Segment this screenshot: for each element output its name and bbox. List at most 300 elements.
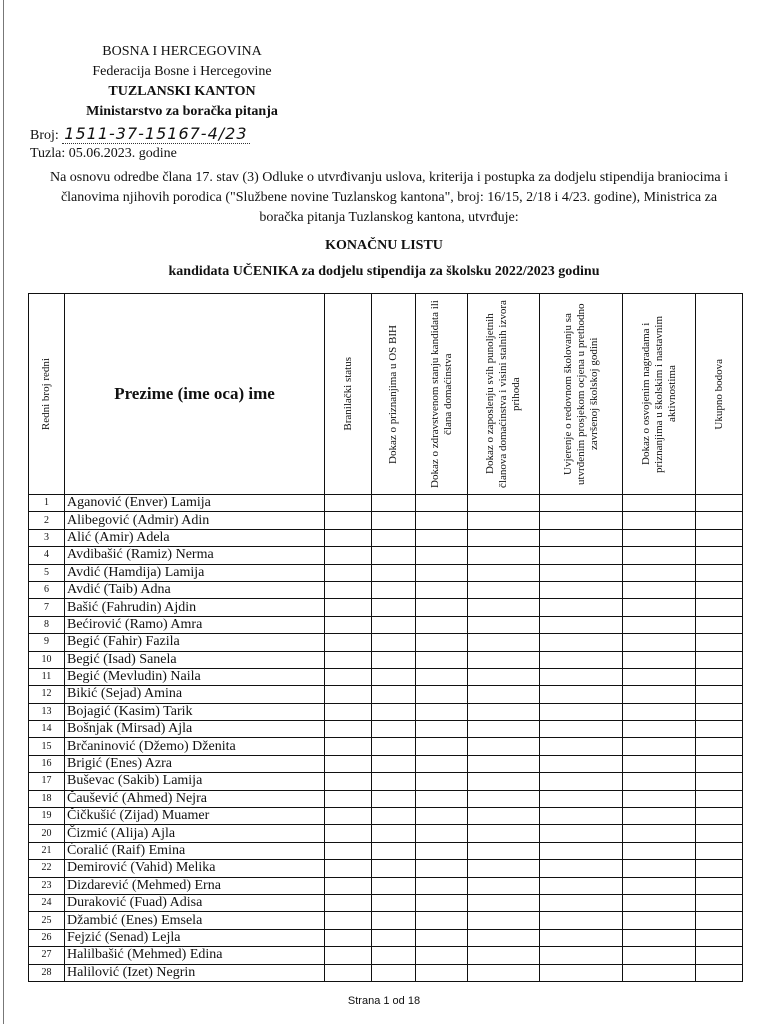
score-cell [696, 721, 743, 738]
col-header-name: Prezime (ime oca) ime [65, 294, 325, 495]
candidate-name: Ćoralić (Raif) Emina [65, 842, 325, 859]
score-cell [372, 964, 416, 981]
score-cell [540, 512, 623, 529]
score-cell [372, 581, 416, 598]
table-row [29, 860, 743, 877]
score-cell [623, 773, 696, 790]
candidate-name: Brigić (Enes) Azra [65, 755, 325, 772]
score-cell [372, 894, 416, 911]
candidate-name: Bikić (Sejad) Amina [65, 686, 325, 703]
score-cell [325, 842, 372, 859]
score-cell [696, 703, 743, 720]
score-cell [696, 894, 743, 911]
table-row [29, 512, 743, 529]
score-cell [416, 616, 468, 633]
score-cell [372, 842, 416, 859]
row-number: 12 [29, 686, 65, 703]
score-cell [325, 738, 372, 755]
score-cell [416, 860, 468, 877]
score-cell [325, 929, 372, 946]
score-cell [372, 721, 416, 738]
score-cell [372, 512, 416, 529]
score-cell [416, 825, 468, 842]
table-row [29, 721, 743, 738]
score-cell [540, 738, 623, 755]
candidate-name: Fejzić (Senad) Lejla [65, 929, 325, 946]
score-cell [468, 599, 540, 616]
score-cell [372, 929, 416, 946]
score-cell [372, 947, 416, 964]
table-row [29, 495, 743, 512]
row-number: 4 [29, 547, 65, 564]
row-number: 28 [29, 964, 65, 981]
table-row [29, 825, 743, 842]
score-cell [540, 495, 623, 512]
score-cell [623, 738, 696, 755]
score-cell [623, 581, 696, 598]
row-number: 23 [29, 877, 65, 894]
row-number: 21 [29, 842, 65, 859]
score-cell [468, 964, 540, 981]
score-cell [372, 668, 416, 685]
canton-name: TUZLANSKI KANTON [108, 84, 256, 99]
score-cell [372, 599, 416, 616]
score-cell [623, 668, 696, 685]
score-cell [416, 929, 468, 946]
score-cell [540, 634, 623, 651]
score-cell [623, 634, 696, 651]
score-cell [623, 721, 696, 738]
score-cell [325, 964, 372, 981]
score-cell [696, 773, 743, 790]
score-cell [696, 564, 743, 581]
score-cell [623, 877, 696, 894]
score-cell [623, 808, 696, 825]
score-cell [696, 860, 743, 877]
score-cell [372, 877, 416, 894]
score-cell [696, 947, 743, 964]
score-cell [623, 599, 696, 616]
score-cell [623, 825, 696, 842]
score-cell [696, 529, 743, 546]
score-cell [468, 495, 540, 512]
table-row [29, 634, 743, 651]
score-cell [416, 529, 468, 546]
score-cell [540, 877, 623, 894]
score-cell [416, 547, 468, 564]
score-cell [468, 651, 540, 668]
scan-edge-line [3, 0, 4, 1024]
score-cell [325, 686, 372, 703]
document-subtitle: kandidata UČENIKA za dodjelu stipendija za školsku 2022/2023 godinu [168, 264, 600, 279]
table-row [29, 842, 743, 859]
score-cell [325, 564, 372, 581]
candidate-name: Begić (Mevludin) Naila [65, 668, 325, 685]
table-header-row [29, 294, 743, 495]
score-cell [416, 686, 468, 703]
score-cell [623, 929, 696, 946]
score-cell [468, 825, 540, 842]
score-cell [325, 599, 372, 616]
score-cell [372, 755, 416, 772]
score-cell [325, 651, 372, 668]
document-number-value: 1511-37-15167-4/23 [64, 124, 248, 143]
col-header-health: Dokaz o zdravstvenom stanju kandidata ili člana domaćinstva [416, 294, 468, 495]
score-cell [623, 947, 696, 964]
score-cell [372, 547, 416, 564]
row-number: 6 [29, 581, 65, 598]
document-title: KONAČNU LISTU [325, 238, 443, 253]
score-cell [623, 651, 696, 668]
score-cell [416, 703, 468, 720]
score-cell [325, 755, 372, 772]
row-number: 11 [29, 668, 65, 685]
score-cell [540, 947, 623, 964]
row-number: 18 [29, 790, 65, 807]
candidate-name: Begić (Isad) Sanela [65, 651, 325, 668]
score-cell [372, 564, 416, 581]
candidate-name: Avdić (Taib) Adna [65, 581, 325, 598]
row-number: 27 [29, 947, 65, 964]
row-number: 20 [29, 825, 65, 842]
score-cell [540, 825, 623, 842]
score-cell [372, 912, 416, 929]
candidate-name: Džambić (Enes) Emsela [65, 912, 325, 929]
score-cell [372, 686, 416, 703]
score-cell [623, 512, 696, 529]
table-row [29, 668, 743, 685]
score-cell [696, 825, 743, 842]
table-row [29, 929, 743, 946]
score-cell [325, 721, 372, 738]
score-cell [416, 668, 468, 685]
score-cell [696, 668, 743, 685]
score-cell [696, 929, 743, 946]
score-cell [696, 581, 743, 598]
score-cell [696, 964, 743, 981]
score-cell [416, 964, 468, 981]
score-cell [696, 651, 743, 668]
candidate-name: Bojagić (Kasim) Tarik [65, 703, 325, 720]
row-number: 7 [29, 599, 65, 616]
score-cell [325, 894, 372, 911]
candidate-name: Brčaninović (Džemo) Dženita [65, 738, 325, 755]
row-number: 25 [29, 912, 65, 929]
score-cell [468, 616, 540, 633]
score-cell [468, 512, 540, 529]
col-header-school-grades: Uvjerenje o redovnom školovanju sa utvrđenim prosjekom ocjena u prethodno završenoj školskoj godini [540, 294, 623, 495]
score-cell [696, 495, 743, 512]
row-number: 13 [29, 703, 65, 720]
score-cell [468, 842, 540, 859]
score-cell [468, 547, 540, 564]
score-cell [540, 529, 623, 546]
score-cell [623, 703, 696, 720]
score-cell [696, 686, 743, 703]
row-number: 19 [29, 808, 65, 825]
score-cell [540, 790, 623, 807]
ministry-name: Ministarstvo za boračka pitanja [86, 104, 278, 119]
score-cell [468, 877, 540, 894]
score-cell [468, 790, 540, 807]
score-cell [540, 703, 623, 720]
score-cell [540, 842, 623, 859]
row-number: 16 [29, 755, 65, 772]
score-cell [416, 894, 468, 911]
score-cell [325, 616, 372, 633]
score-cell [325, 581, 372, 598]
score-cell [623, 547, 696, 564]
score-cell [416, 808, 468, 825]
row-number: 17 [29, 773, 65, 790]
score-cell [540, 964, 623, 981]
country-name: BOSNA I HERCEGOVINA [102, 44, 262, 59]
score-cell [325, 790, 372, 807]
score-cell [623, 755, 696, 772]
col-header-total-points: Ukupno bodova [696, 294, 743, 495]
score-cell [325, 634, 372, 651]
score-cell [372, 860, 416, 877]
score-cell [372, 651, 416, 668]
score-cell [540, 686, 623, 703]
score-cell [372, 773, 416, 790]
col-header-number: Redni broj redni [29, 294, 65, 495]
row-number: 3 [29, 529, 65, 546]
letterhead [52, 42, 312, 122]
score-cell [468, 947, 540, 964]
score-cell [416, 495, 468, 512]
page-footer: Strana 1 od 18 [347, 995, 421, 1007]
score-cell [696, 808, 743, 825]
score-cell [372, 529, 416, 546]
score-cell [623, 894, 696, 911]
score-cell [540, 755, 623, 772]
score-cell [540, 894, 623, 911]
table-row [29, 773, 743, 790]
score-cell [468, 529, 540, 546]
col-header-veteran-status: Branilački status [325, 294, 372, 495]
score-cell [696, 599, 743, 616]
score-cell [372, 738, 416, 755]
score-cell [468, 894, 540, 911]
table-row [29, 964, 743, 981]
score-cell [468, 755, 540, 772]
score-cell [325, 668, 372, 685]
table-row [29, 686, 743, 703]
candidate-name: Halilbašić (Mehmed) Edina [65, 947, 325, 964]
score-cell [623, 860, 696, 877]
candidate-name: Demirović (Vahid) Melika [65, 860, 325, 877]
score-cell [372, 808, 416, 825]
candidate-name: Bećirović (Ramo) Amra [65, 616, 325, 633]
score-cell [468, 912, 540, 929]
score-cell [540, 912, 623, 929]
score-cell [696, 616, 743, 633]
score-cell [623, 790, 696, 807]
score-cell [623, 564, 696, 581]
table-row [29, 912, 743, 929]
score-cell [416, 947, 468, 964]
score-cell [623, 529, 696, 546]
intro-paragraph: Na osnovu odredbe člana 17. stav (3) Odluke o utvrđivanju uslova, kriterija i postupka za dodjelu stipendija braniocima i članovima njihovih porodica ("Službene novine Tuzlanskog kantona", broj: 16/15, 2/18 i 4/23. godine), Ministrica za boračka pitanja Tuzlanskog kantona, utvrđuje: [49, 170, 729, 225]
score-cell [325, 825, 372, 842]
place-date: Tuzla: 05.06.2023. godine [30, 146, 177, 161]
document-number-label: Broj: [30, 128, 59, 143]
table-row [29, 877, 743, 894]
score-cell [325, 877, 372, 894]
candidate-name: Halilović (Izet) Negrin [65, 964, 325, 981]
score-cell [468, 860, 540, 877]
row-number: 1 [29, 495, 65, 512]
row-number: 5 [29, 564, 65, 581]
score-cell [325, 947, 372, 964]
table-row [29, 738, 743, 755]
score-cell [623, 912, 696, 929]
score-cell [696, 512, 743, 529]
score-cell [416, 651, 468, 668]
score-cell [540, 668, 623, 685]
score-cell [696, 912, 743, 929]
table-row [29, 790, 743, 807]
row-number: 9 [29, 634, 65, 651]
score-cell [696, 790, 743, 807]
score-cell [540, 860, 623, 877]
table-row [29, 947, 743, 964]
score-cell [325, 860, 372, 877]
score-cell [540, 599, 623, 616]
score-cell [468, 564, 540, 581]
table-row [29, 581, 743, 598]
table-row [29, 529, 743, 546]
score-cell [416, 581, 468, 598]
row-number: 2 [29, 512, 65, 529]
score-cell [468, 703, 540, 720]
score-cell [623, 842, 696, 859]
candidate-name: Begić (Fahir) Fazila [65, 634, 325, 651]
score-cell [696, 842, 743, 859]
score-cell [468, 773, 540, 790]
score-cell [540, 564, 623, 581]
row-number: 10 [29, 651, 65, 668]
score-cell [468, 581, 540, 598]
candidate-table [28, 293, 743, 982]
candidate-name: Čičkušić (Zijad) Muamer [65, 808, 325, 825]
score-cell [372, 790, 416, 807]
candidate-name: Buševac (Sakib) Lamija [65, 773, 325, 790]
candidate-name: Čizmić (Alija) Ajla [65, 825, 325, 842]
candidate-name: Avdić (Hamdija) Lamija [65, 564, 325, 581]
score-cell [372, 825, 416, 842]
score-cell [540, 721, 623, 738]
score-cell [416, 738, 468, 755]
row-number: 14 [29, 721, 65, 738]
score-cell [540, 616, 623, 633]
col-header-recognitions: Dokaz o priznanjima u OS BIH [372, 294, 416, 495]
col-header-awards: Dokaz o osvojenim nagradama i priznanjima u školskim i nastavnim aktivnostima [623, 294, 696, 495]
score-cell [696, 547, 743, 564]
row-number: 26 [29, 929, 65, 946]
federation-name: Federacija Bosne i Hercegovine [92, 64, 272, 79]
row-number: 8 [29, 616, 65, 633]
row-number: 15 [29, 738, 65, 755]
score-cell [623, 964, 696, 981]
score-cell [325, 495, 372, 512]
candidate-name: Bašić (Fahrudin) Ajdin [65, 599, 325, 616]
score-cell [468, 634, 540, 651]
candidate-name: Dizdarević (Mehmed) Erna [65, 877, 325, 894]
score-cell [325, 808, 372, 825]
score-cell [325, 912, 372, 929]
col-header-employment-income: Dokaz o zaposlenju svih punoljetnih članova domaćinstva i visini stalnih izvora prihoda [468, 294, 540, 495]
score-cell [468, 929, 540, 946]
candidate-name: Alibegović (Admir) Adin [65, 512, 325, 529]
table-row [29, 894, 743, 911]
document-number [30, 124, 250, 146]
score-cell [468, 686, 540, 703]
score-cell [372, 616, 416, 633]
score-cell [540, 929, 623, 946]
score-cell [325, 703, 372, 720]
table-row [29, 651, 743, 668]
score-cell [416, 842, 468, 859]
score-cell [696, 634, 743, 651]
score-cell [416, 721, 468, 738]
score-cell [696, 738, 743, 755]
score-cell [416, 599, 468, 616]
table-row [29, 547, 743, 564]
score-cell [416, 790, 468, 807]
row-number: 24 [29, 894, 65, 911]
score-cell [416, 912, 468, 929]
score-cell [540, 651, 623, 668]
score-cell [540, 547, 623, 564]
score-cell [372, 495, 416, 512]
score-cell [325, 529, 372, 546]
table-row [29, 564, 743, 581]
score-cell [696, 755, 743, 772]
candidate-name: Aganović (Enver) Lamija [65, 495, 325, 512]
score-cell [468, 668, 540, 685]
candidate-name: Čaušević (Ahmed) Nejra [65, 790, 325, 807]
score-cell [623, 616, 696, 633]
score-cell [416, 773, 468, 790]
row-number: 22 [29, 860, 65, 877]
candidate-name: Alić (Amir) Adela [65, 529, 325, 546]
score-cell [416, 634, 468, 651]
score-cell [540, 773, 623, 790]
score-cell [696, 877, 743, 894]
score-cell [325, 547, 372, 564]
score-cell [540, 581, 623, 598]
table-row [29, 599, 743, 616]
table-row [29, 703, 743, 720]
score-cell [468, 721, 540, 738]
candidate-name: Bošnjak (Mirsad) Ajla [65, 721, 325, 738]
score-cell [623, 686, 696, 703]
candidate-name: Avdibašić (Ramiz) Nerma [65, 547, 325, 564]
score-cell [468, 808, 540, 825]
score-cell [416, 877, 468, 894]
score-cell [416, 564, 468, 581]
score-cell [623, 495, 696, 512]
score-cell [468, 738, 540, 755]
candidate-name: Duraković (Fuad) Adisa [65, 894, 325, 911]
score-cell [416, 755, 468, 772]
table-row [29, 616, 743, 633]
score-cell [416, 512, 468, 529]
score-cell [540, 808, 623, 825]
table-row [29, 808, 743, 825]
